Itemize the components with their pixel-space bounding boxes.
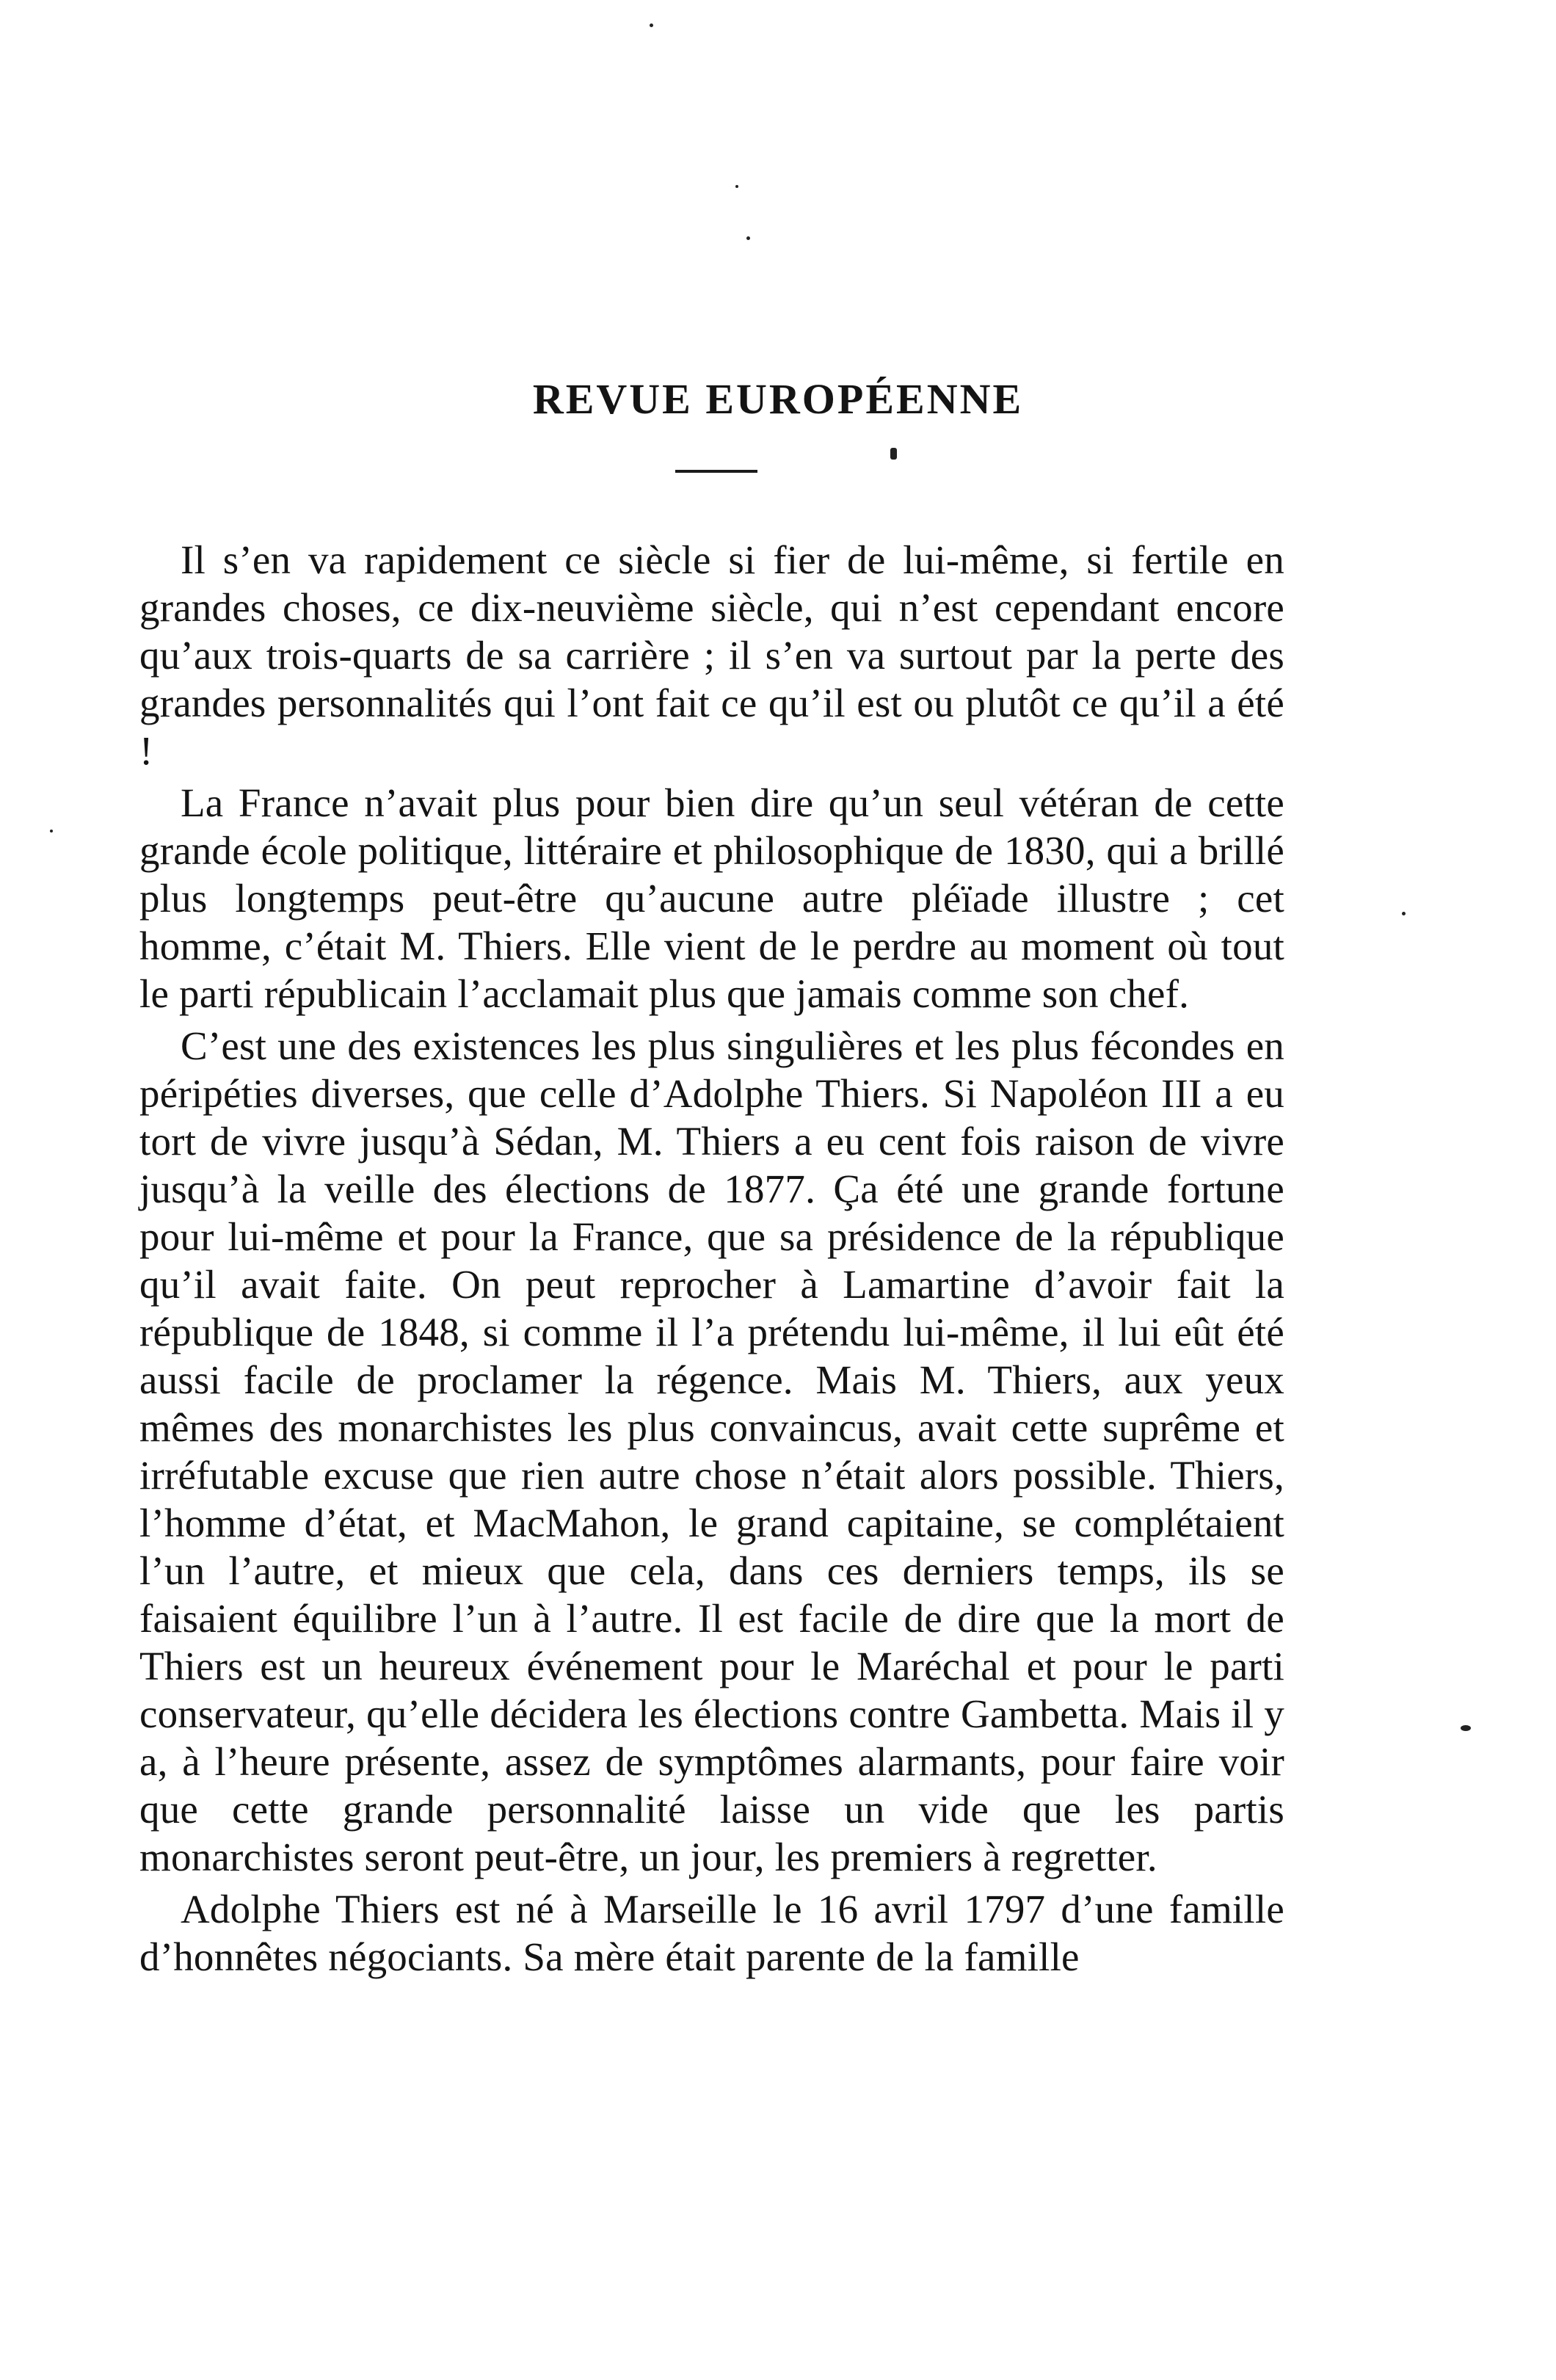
article-body — [139, 536, 1284, 1985]
print-speck — [1461, 1725, 1471, 1731]
paragraph: La France n’avait plus pour bien dire qu’un seul vétéran de cette grande école politique, littéraire et philosophique de 1830, qui a brillé plus longtemps peut-être qu’aucune autre pléïade illustre ; cet homme, c’était M. Thiers. Elle vient de le perdre au moment où tout le parti républicain l’acclamait plus que jamais comme son chef. — [139, 780, 1284, 1016]
print-speck — [746, 236, 750, 240]
print-speck — [650, 23, 653, 27]
paragraph: Adolphe Thiers est né à Marseille le 16 avril 1797 d’une famille d’honnêtes négociants. Sa mère était parente de la famille — [139, 1887, 1284, 1979]
print-speck — [1402, 912, 1406, 915]
print-speck — [50, 830, 53, 832]
running-title: REVUE EUROPÉENNE — [532, 374, 1024, 423]
print-speck — [890, 448, 897, 460]
title-rule — [675, 470, 757, 473]
print-speck — [735, 185, 738, 188]
paragraph: Il s’en va rapidement ce siècle si fier de lui-même, si fertile en grandes choses, ce dix-neuvième siècle, qui n’est cependant encore qu’aux trois-quarts de sa carrière ; il s’en va surtout par la perte des grandes personnalités qui l’ont fait ce qu’il est ou plutôt ce qu’il a été ! — [139, 537, 1284, 773]
paragraph: C’est une des existences les plus singulières et les plus fécondes en péripéties diverses, que celle d’Adolphe Thiers. Si Napoléon III a eu tort de vivre jusqu’à Sédan, M. Thiers a eu cent fois raison de vivre jusqu’à la veille des élections de 1877. Ça été une grande fortune pour lui-même et pour la France, que sa présidence de la république qu’il avait faite. On peut reprocher à Lamartine d’avoir fait la république de 1848, si comme il l’a prétendu lui-même, il lui eût été aussi facile de proclamer la régence. Mais M. Thiers, aux yeux mêmes des monarchistes les plus convaincus, avait cette suprême et irréfutable excuse que rien autre chose n’était alors possible. Thiers, l’homme d’état, et MacMahon, le grand capitaine, se complétaient l’un l’autre, et mieux que cela, dans ces derniers temps, ils se faisaient équilibre l’un à l’autre. Il est facile de dire que la mort de Thiers est un heureux événement pour le Maréchal et pour le parti conservateur, qu’elle décidera les élections contre Gambetta. Mais il y a, à l’heure présente, assez de symptômes alarmants, pour faire voir que cette grande personnalité laisse un vide que les partis monarchistes seront peut-être, un jour, les premiers à regretter. — [139, 1023, 1284, 1879]
